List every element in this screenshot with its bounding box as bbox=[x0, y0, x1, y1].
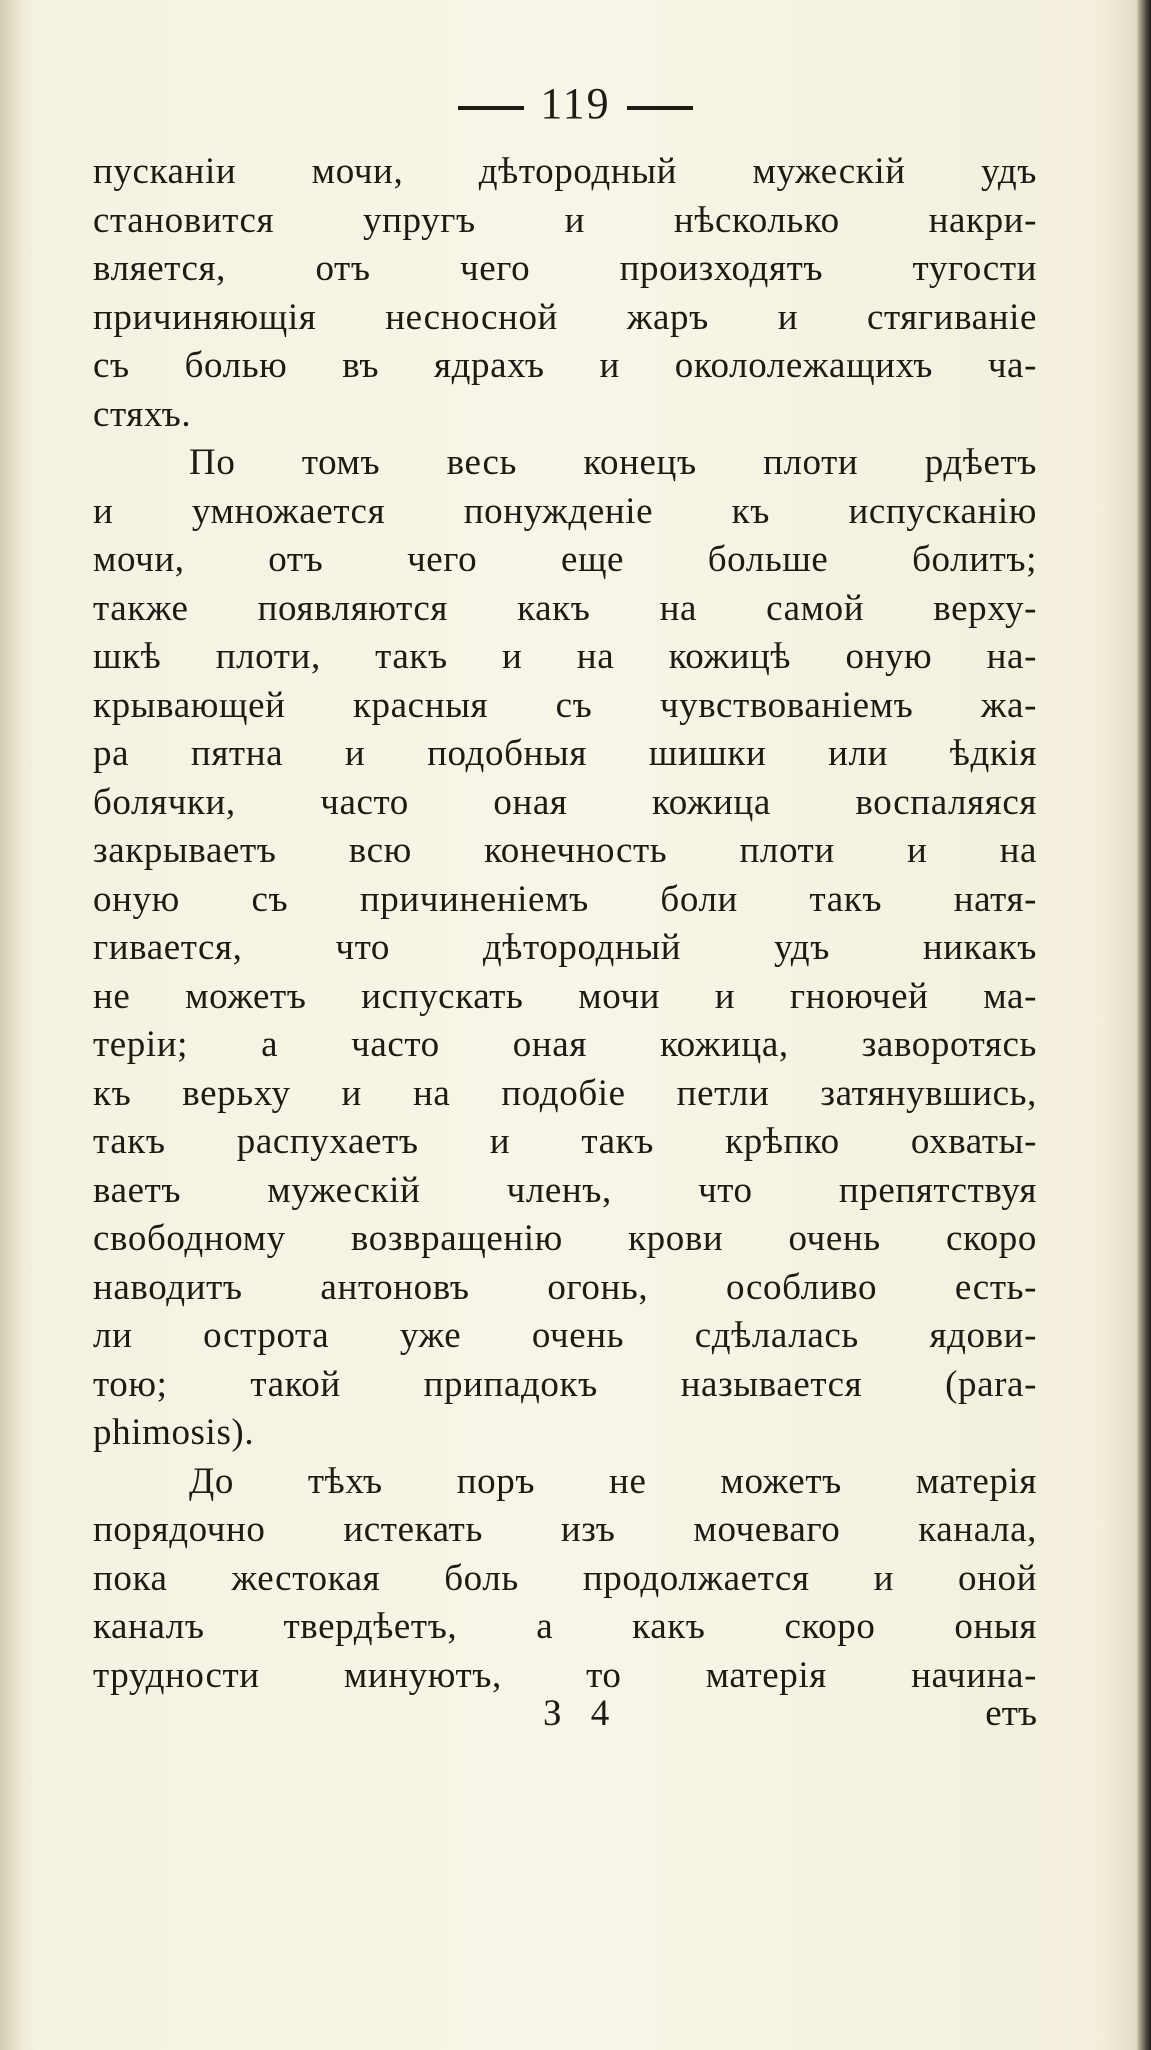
text-line: съ болью въ ядрахъ и окололежащихъ ча- bbox=[93, 345, 1037, 386]
text-line: гивается, что дѣтородный удъ никакъ bbox=[93, 927, 1037, 968]
page-header bbox=[0, 78, 1151, 129]
page-number: 119 bbox=[540, 79, 611, 128]
text-line: тою; такой припадокъ называется (para- bbox=[93, 1363, 1037, 1405]
text-line: ра пятна и подобныя шишки или ѣдкія bbox=[93, 733, 1037, 774]
text-line: пусканіи мочи, дѣтородный мужескій удъ bbox=[93, 151, 1037, 192]
text-line: phimosis). bbox=[93, 1412, 255, 1453]
page-footer bbox=[93, 1692, 1037, 1742]
text-line: и умножается понужденіе къ испусканію bbox=[93, 490, 1037, 532]
text-line: каналъ твердѣетъ, а какъ скоро оныя bbox=[93, 1606, 1037, 1647]
text-line: пока жестокая боль продолжается и оной bbox=[93, 1557, 1037, 1599]
text-line: трудности минуютъ, то матерія начина- bbox=[93, 1654, 1037, 1696]
page-left-edge bbox=[0, 0, 22, 2050]
text-line: оную съ причиненіемъ боли такъ натя- bbox=[93, 878, 1037, 920]
text-line: не можетъ испускать мочи и гноючей ма- bbox=[93, 975, 1037, 1017]
text-line: порядочно истекать изъ мочеваго канала, bbox=[93, 1509, 1037, 1550]
paragraph-start-line: По томъ весь конецъ плоти рдѣетъ bbox=[189, 442, 1037, 483]
text-line: ли острота уже очень сдѣлалась ядови- bbox=[93, 1315, 1037, 1356]
text-line: къ верьху и на подобіе петли затянувшись, bbox=[93, 1072, 1037, 1114]
body-text bbox=[93, 148, 1037, 1700]
text-line: причиняющія несносной жаръ и стягиваніе bbox=[93, 296, 1037, 338]
text-line: мочи, отъ чего еще больше болитъ; bbox=[93, 539, 1037, 580]
book-spine-shadow bbox=[1137, 0, 1151, 2050]
paragraph-start-line: До тѣхъ поръ не можетъ матерія bbox=[189, 1460, 1037, 1502]
text-line: крывающей красныя съ чувствованіемъ жа- bbox=[93, 684, 1037, 726]
text-line: вляется, отъ чего произходятъ тугости bbox=[93, 248, 1037, 289]
text-line: теріи; а часто оная кожица, заворотясь bbox=[93, 1024, 1037, 1065]
text-line: ваетъ мужескій членъ, что препятствуя bbox=[93, 1169, 1037, 1211]
text-line: свободному возвращенію крови очень скоро bbox=[93, 1218, 1037, 1259]
header-dash-left bbox=[458, 106, 524, 110]
text-line: наводитъ антоновъ огонь, особливо есть- bbox=[93, 1266, 1037, 1308]
signature-mark: З 4 bbox=[543, 1693, 620, 1734]
text-line: также появляются какъ на самой верху- bbox=[93, 587, 1037, 629]
text-line: закрываетъ всю конечность плоти и на bbox=[93, 830, 1037, 871]
text-line: становится упругъ и нѣсколько накри- bbox=[93, 199, 1037, 241]
text-line: шкѣ плоти, такъ и на кожицѣ оную на- bbox=[93, 636, 1037, 677]
text-line: стяхъ. bbox=[93, 393, 192, 435]
text-line: такъ распухаетъ и такъ крѣпко охваты- bbox=[93, 1121, 1037, 1162]
catchword: етъ bbox=[985, 1693, 1037, 1734]
text-line: болячки, часто оная кожица воспаляяся bbox=[93, 781, 1037, 823]
header-dash-right bbox=[627, 106, 693, 110]
